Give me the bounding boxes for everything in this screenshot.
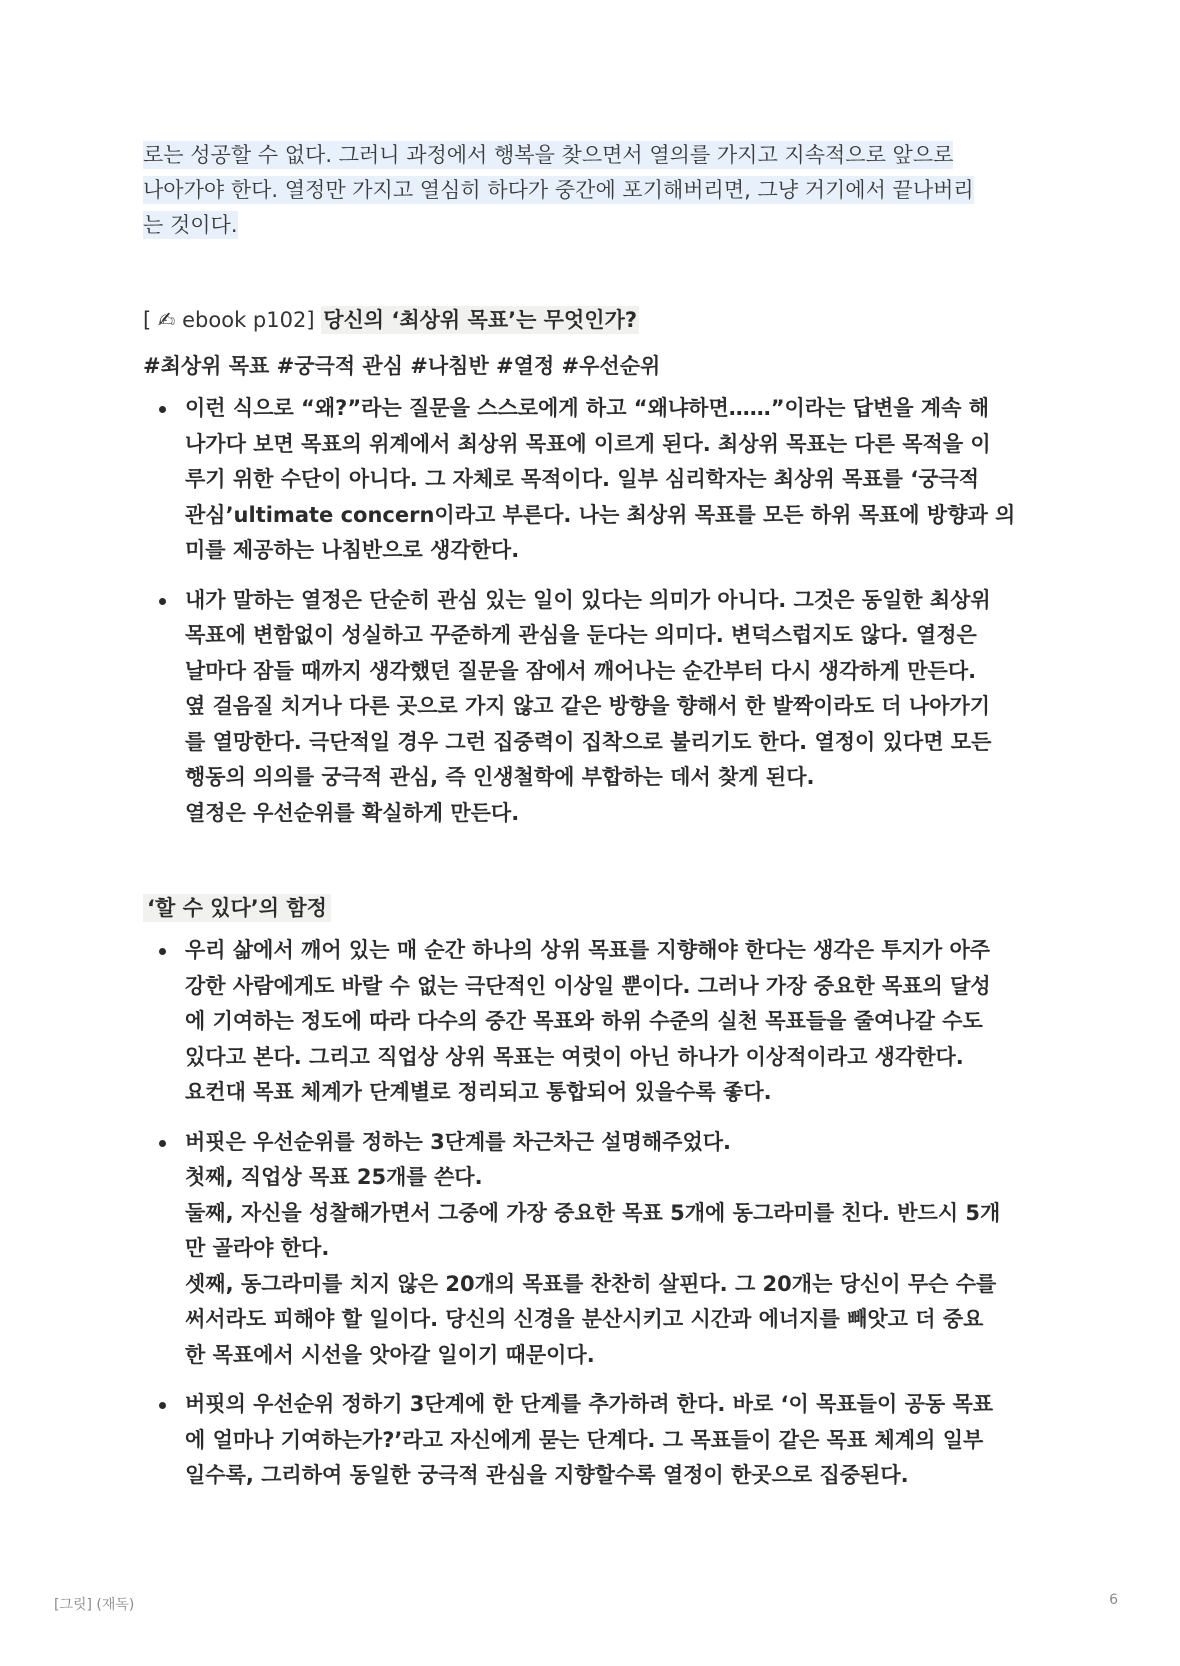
footer-book-title: [그릿] (재독) <box>54 1597 135 1613</box>
text-line: 내가 말하는 열정은 단순히 관심 있는 일이 있다는 의미가 아니다. 그것은 동일한 최상위 <box>185 587 991 612</box>
text-line: 버핏의 우선순위 정하기 3단계에 한 단계를 추가하려 한다. 바로 ‘이 목표들이 공동 목표 <box>185 1392 994 1416</box>
ebook-reference: [ ✍ ebook p102] <box>143 308 315 332</box>
text-line: 셋째, 동그라미를 치지 않은 20개의 목표를 찬찬히 살핀다. 그 20개는 당신이 무슨 수를 <box>185 1271 997 1296</box>
text-line: 를 열망한다. 극단적일 경우 그런 집중력이 집착으로 불리기도 한다. 열정이 있다면 모든 <box>185 729 992 754</box>
text-line: 둘째, 자신을 성찰해가면서 그중에 가장 중요한 목표 5개에 동그라미를 친다. 반드시 5개 <box>185 1200 1001 1225</box>
bullet-list-top-goal <box>143 391 1043 831</box>
bullet-dot-icon <box>159 406 166 413</box>
page-number: 6 <box>1109 1592 1118 1608</box>
text-line: 버핏은 우선순위를 정하는 3단계를 차근차근 설명해주었다. <box>185 1129 732 1154</box>
document-page <box>143 138 1043 1508</box>
section-title-text: ‘할 수 있다’의 함정 <box>143 894 331 922</box>
bullet-dot-icon <box>159 1402 166 1409</box>
intro-line: 나아가야 한다. 열정만 가지고 열심히 하다가 중간에 포기해버리면, 그냥 거기에서 끝나버리 <box>143 178 974 202</box>
list-item <box>185 933 1043 1111</box>
text-line: 옆 걸음질 치거나 다른 곳으로 가지 않고 같은 방향을 향해서 한 발짝이라도 더 나아가기 <box>185 694 991 718</box>
hashtags: #최상위 목표 #궁극적 관심 #나침반 #열정 #우선순위 <box>143 354 661 378</box>
intro-line: 는 것이다. <box>143 213 238 237</box>
bullet-dot-icon <box>159 1140 166 1147</box>
text-line: 행동의 의의를 궁극적 관심, 즉 인생철학에 부합하는 데서 찾게 된다. <box>185 765 815 789</box>
text-line: 강한 사람에게도 바랄 수 없는 극단적인 이상일 뿐이다. 그러나 가장 중요한 목표의 달성 <box>185 973 991 998</box>
text-line: 있다고 본다. 그리고 직업상 상위 목표는 여럿이 아닌 하나가 이상적이라고 생각한다. <box>185 1044 964 1069</box>
intro-line: 로는 성공할 수 없다. 그러니 과정에서 행복을 찾으면서 열의를 가지고 지속적으로 앞으로 <box>143 143 954 167</box>
list-item <box>185 1125 1043 1374</box>
bullet-dot-icon <box>159 948 166 955</box>
section-title-text: 당신의 ‘최상위 목표’는 무엇인가? <box>323 308 638 332</box>
text-line: 이런 식으로 “왜?”라는 질문을 스스로에게 하고 “왜냐하면……”이라는 답변을 계속 해 <box>185 396 990 420</box>
list-item <box>185 391 1043 569</box>
text-line: 에 얼마나 기여하는가?’라고 자신에게 묻는 단계다. 그 목표들이 같은 목표 체계의 일부 <box>185 1427 984 1452</box>
text-line: 한 목표에서 시선을 앗아갈 일이기 때문이다. <box>185 1342 595 1367</box>
text-line: 관심’ultimate concern이라고 부른다. 나는 최상위 목표를 모든 하위 목표에 방향과 의 <box>185 502 1016 527</box>
text-line: 요컨대 목표 체계가 단계별로 정리되고 통합되어 있을수록 좋다. <box>185 1080 772 1104</box>
text-line: 열정은 우선순위를 확실하게 만든다. <box>185 800 520 825</box>
list-item <box>185 583 1043 832</box>
intro-paragraph <box>143 138 1043 243</box>
text-line: 나가다 보면 목표의 위계에서 최상위 목표에 이르게 된다. 최상위 목표는 다른 목적을 이 <box>185 431 991 456</box>
section-heading-pitfall <box>143 891 1043 925</box>
text-line: 미를 제공하는 나침반으로 생각한다. <box>185 538 520 562</box>
text-line: 루기 위한 수단이 아니다. 그 자체로 목적이다. 일부 심리학자는 최상위 목표를 ‘궁극적 <box>185 467 980 491</box>
text-line: 일수록, 그리하여 동일한 궁극적 관심을 지향할수록 열정이 한곳으로 집중된다. <box>185 1463 909 1487</box>
text-line: 에 기여하는 정도에 따라 다수의 중간 목표와 하위 수준의 실천 목표들을 줄여나갈 수도 <box>185 1009 983 1033</box>
text-line: 목표에 변함없이 성실하고 꾸준하게 관심을 둔다는 의미다. 변덕스럽지도 않다. 열정은 <box>185 623 977 647</box>
list-item <box>185 1387 1043 1494</box>
bullet-list-pitfall <box>143 933 1043 1494</box>
section-heading-top-goal <box>143 303 1043 337</box>
text-line: 첫째, 직업상 목표 25개를 쓴다. <box>185 1165 483 1189</box>
bullet-dot-icon <box>159 598 166 605</box>
text-line: 써서라도 피해야 할 일이다. 당신의 신경을 분산시키고 시간과 에너지를 빼앗고 더 중요 <box>185 1307 984 1331</box>
text-line: 만 골라야 한다. <box>185 1236 330 1260</box>
text-line: 날마다 잠들 때까지 생각했던 질문을 잠에서 깨어나는 순간부터 다시 생각하게 만든다. <box>185 658 977 683</box>
text-line: 우리 삶에서 깨어 있는 매 순간 하나의 상위 목표를 지향해야 한다는 생각은 투지가 아주 <box>185 938 991 962</box>
